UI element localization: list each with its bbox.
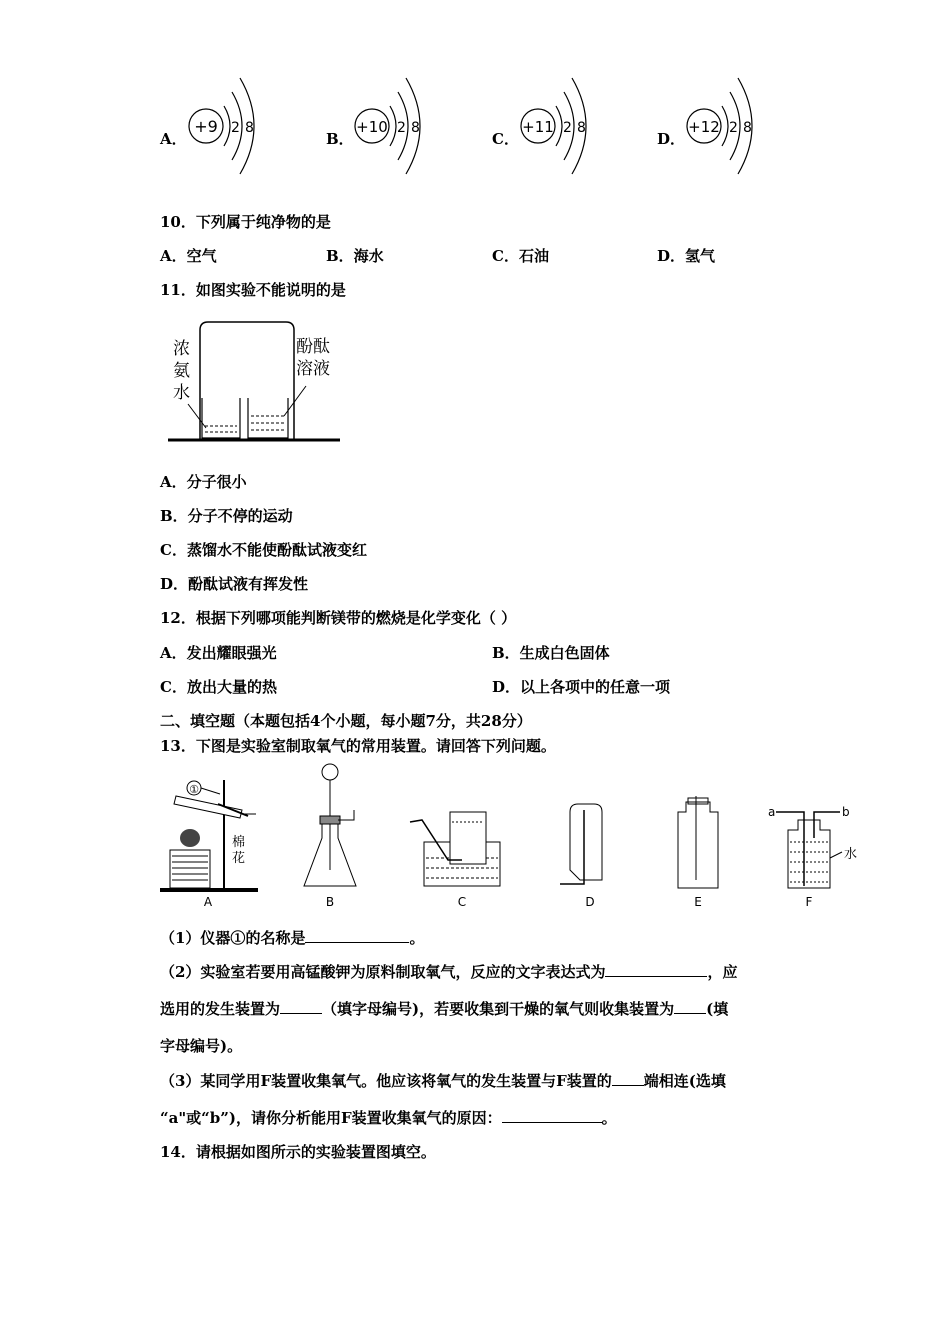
q12-stem: 12．根据下列哪项能判断镁带的燃烧是化学变化（ ）	[160, 609, 517, 627]
atom-diagram-d	[684, 72, 764, 182]
ammonia-diffusion-figure	[160, 316, 350, 448]
answer-blank-6[interactable]	[502, 1108, 602, 1123]
shell-1-electrons: 2	[729, 120, 738, 136]
section-2-heading: 二、填空题（本题包括4个小题，每小题7分，共28分）	[160, 712, 532, 730]
atom-diagram-c	[518, 72, 598, 182]
answer-blank-2[interactable]	[605, 962, 707, 977]
label-f: F	[805, 895, 813, 909]
q12-option-b: B．生成白色固体	[492, 644, 610, 662]
shell-2-electrons: 8	[411, 120, 420, 136]
label-cotton-2: 花	[232, 851, 246, 866]
label-ammonia-3: 水	[173, 383, 190, 403]
q13-part-3-line2	[160, 1107, 617, 1128]
q11-option-b: B．分子不停的运动	[160, 507, 293, 525]
q13-part-2-line3: 字母编号)。	[160, 1037, 243, 1055]
nucleus-charge: +12	[688, 118, 720, 136]
apparatus-b	[304, 764, 356, 909]
q11-option-a: A．分子很小	[160, 473, 247, 491]
apparatus-f	[768, 805, 857, 909]
q9-option-a-letter: A．	[160, 130, 187, 148]
answer-blank-5[interactable]	[612, 1071, 644, 1086]
answer-blank-4[interactable]	[674, 999, 706, 1014]
label-port-a: a	[768, 805, 776, 819]
label-b: B	[325, 895, 335, 909]
q13-p3-text-d: 。	[601, 1109, 617, 1127]
q11-option-d: D．酚酞试液有挥发性	[160, 575, 309, 593]
label-cotton-1: 棉	[232, 835, 246, 850]
q9-option-c-letter: C．	[492, 130, 519, 148]
q12-option-d: D．以上各项中的任意一项	[492, 678, 671, 696]
q13-p1-text: （1）仪器①的名称是	[160, 929, 306, 947]
atom-diagram-b	[352, 72, 432, 182]
shell-2-electrons: 8	[743, 120, 752, 136]
q13-part-2-line1	[160, 961, 737, 982]
q10-option-b: B．海水	[326, 247, 384, 265]
q13-part-3-line1	[160, 1070, 726, 1091]
nucleus-charge: +11	[522, 118, 554, 136]
q10-stem: 10．下列属于纯净物的是	[160, 213, 331, 231]
label-e: E	[694, 895, 702, 909]
apparatus-a	[160, 780, 258, 909]
q10-option-a: A．空气	[160, 247, 217, 265]
q9-option-b-letter: B．	[326, 130, 354, 148]
q13-p1-end: 。	[409, 929, 425, 947]
q9-option-d-letter: D．	[657, 130, 686, 148]
label-c: C	[457, 895, 467, 909]
q13-part-2-line2	[160, 998, 728, 1019]
q13-p2-text-a: （2）实验室若要用高锰酸钾为原料制取氧气，反应的文字表达式为	[160, 963, 606, 981]
nucleus-charge: +10	[356, 118, 388, 136]
q10-option-d: D．氢气	[657, 247, 716, 265]
label-ammonia-2: 氨	[173, 361, 190, 381]
label-phenolphthalein-2: 溶液	[296, 359, 330, 379]
shell-2-electrons: 8	[577, 120, 586, 136]
apparatus-c	[410, 812, 500, 909]
apparatus-e	[678, 796, 718, 909]
nucleus-charge: +9	[194, 117, 218, 136]
label-phenolphthalein-1: 酚酞	[296, 337, 330, 357]
shell-2-electrons: 8	[245, 120, 254, 136]
atom-diagram-a	[186, 72, 266, 182]
label-d: D	[585, 895, 595, 909]
q13-part-1	[160, 927, 424, 948]
shell-1-electrons: 2	[397, 120, 406, 136]
q13-p3-text-c: “a"或“b”)，请你分析能用F装置收集氧气的原因：	[160, 1109, 502, 1127]
q13-p2-text-e: (填	[706, 1000, 729, 1018]
label-instrument-1: ①	[189, 783, 199, 796]
q11-stem: 11．如图实验不能说明的是	[160, 281, 346, 299]
q13-p3-text-a: （3）某同学用F装置收集氧气。他应该将氧气的发生装置与F装置的	[160, 1072, 612, 1090]
label-water: 水	[844, 847, 858, 862]
q13-p3-text-b: 端相连(选填	[643, 1072, 726, 1090]
shell-1-electrons: 2	[231, 120, 240, 136]
shell-1-electrons: 2	[563, 120, 572, 136]
label-ammonia-1: 浓	[173, 339, 190, 359]
oxygen-apparatus-figure	[158, 760, 860, 916]
answer-blank-1[interactable]	[305, 928, 409, 943]
q14-stem: 14．请根据如图所示的实验装置图填空。	[160, 1143, 436, 1161]
q12-option-a: A．发出耀眼强光	[160, 644, 277, 662]
q13-p2-text-b: ，应	[707, 963, 738, 981]
answer-blank-3[interactable]	[280, 999, 322, 1014]
q13-stem: 13．下图是实验室制取氧气的常用装置。请回答下列问题。	[160, 737, 556, 755]
q13-p2-text-d: （填字母编号)，若要收集到干燥的氧气则收集装置为	[322, 1000, 675, 1018]
apparatus-d	[560, 804, 602, 909]
label-port-b: b	[842, 805, 850, 819]
q12-option-c: C．放出大量的热	[160, 678, 277, 696]
q13-p2-text-c: 选用的发生装置为	[160, 1000, 281, 1018]
q11-option-c: C．蒸馏水不能使酚酞试液变红	[160, 541, 367, 559]
q10-option-c: C．石油	[492, 247, 549, 265]
label-a: A	[203, 895, 213, 909]
